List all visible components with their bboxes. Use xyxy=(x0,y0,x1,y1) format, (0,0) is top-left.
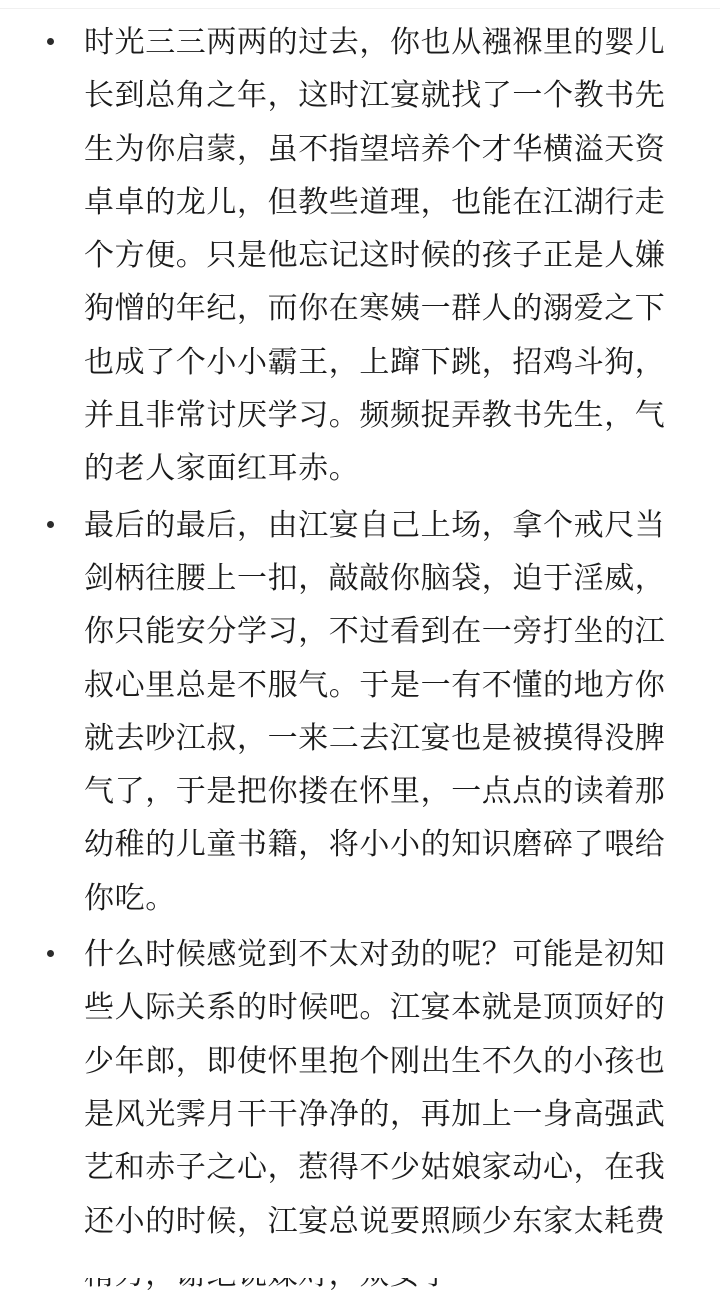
list-item xyxy=(0,928,720,1301)
list-item xyxy=(0,16,720,496)
bullet-icon xyxy=(47,521,54,528)
bullet-icon xyxy=(47,38,54,45)
bottom-edge xyxy=(0,1256,720,1278)
paragraph-text: 最后的最后，由江宴自己上场，拿个戒尺当剑柄往腰上一扣，敲敲你脑袋，迫于淫威，你只能安分学习，不过看到在一旁打坐的江叔心里总是不服气。于是一有不懂的地方你就去吵江叔，一来二去江宴也是被摸得没脾气了，于是把你搂在怀里，一点点的读着那幼稚的儿童书籍，将小小的知识磨碎了喂给你吃。 xyxy=(84,507,666,916)
bullet-icon xyxy=(47,950,54,957)
paragraph-list xyxy=(0,16,720,1304)
top-divider xyxy=(0,8,720,9)
paragraph-text: 什么时候感觉到不太对劲的呢？可能是初知些人际关系的时候吧。江宴本就是顶顶好的少年郎，即使怀里抱个刚出生不久的小孩也是风光霁月干干净净的，再加上一身高强武艺和赤子之心，惹得不少姑娘家动心，在我还小的时候，江宴总说要照顾少东家太耗费 xyxy=(84,937,666,1239)
paragraph-text: 时光三三两两的过去，你也从襁褓里的婴儿长到总角之年，这时江宴就找了一个教书先生为你启蒙，虽不指望培养个才华横溢天资卓卓的龙儿，但教些道理，也能在江湖行走个方便。只是他忘记这时候的孩子正是人嫌狗憎的年纪，而你在寒姨一群人的溺爱之下也成了个小小霸王，上蹿下跳，招鸡斗狗，并且非常讨厌学习。频频捉弄教书先生，气的老人家面红耳赤。 xyxy=(84,25,666,487)
list-item xyxy=(0,499,720,925)
